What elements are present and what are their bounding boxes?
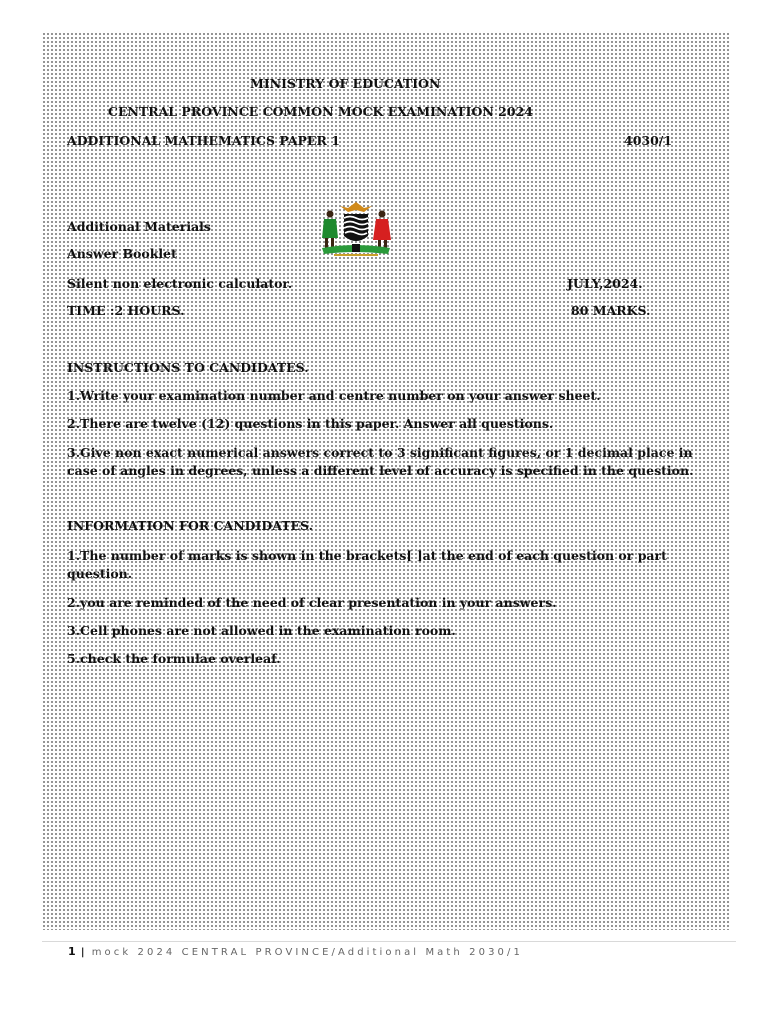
page-footer (68, 945, 523, 958)
ministry-title: MINISTRY OF EDUCATION (250, 76, 441, 91)
instruction-item: 2.There are twelve (12) questions in this paper. Answer all questions. (67, 416, 554, 431)
materials-item-calculator: Silent non electronic calculator. (67, 276, 293, 291)
footer-text: mock 2024 CENTRAL PROVINCE/Additional Math 2030/1 (91, 947, 523, 958)
instruction-item: 1.Write your examination number and centre number on your answer sheet. (67, 388, 601, 403)
paper-title: ADDITIONAL MATHEMATICS PAPER 1 (67, 133, 340, 148)
additional-materials-label: Additional Materials (67, 219, 211, 234)
footer-divider (42, 941, 736, 942)
paper-code: 4030/1 (624, 133, 673, 148)
total-marks: 80 MARKS. (571, 303, 651, 318)
instruction-item: 3.Give non exact numerical answers correct to 3 significant figures, or 1 decimal place in case of angles in degrees, unless a different level of accuracy is specified in the question. (67, 445, 694, 478)
exam-date: JULY,2024. (567, 276, 643, 291)
information-item: 2.you are reminded of the need of clear presentation in your answers. (67, 595, 557, 610)
information-heading: INFORMATION FOR CANDIDATES. (67, 518, 313, 533)
exam-time: TIME :2 HOURS. (67, 303, 185, 318)
instructions-heading: INSTRUCTIONS TO CANDIDATES. (67, 360, 309, 375)
information-item: 1.The number of marks is shown in the brackets[ ]at the end of each question or part question. (67, 548, 667, 581)
page-background (42, 32, 730, 930)
coat-of-arms-icon (318, 200, 394, 262)
information-item: 3.Cell phones are not allowed in the examination room. (67, 623, 456, 638)
footer-separator: | (80, 947, 85, 958)
materials-item-booklet: Answer Booklet (67, 246, 177, 261)
exam-title: CENTRAL PROVINCE COMMON MOCK EXAMINATION 2024 (108, 104, 533, 119)
information-item: 5.check the formulae overleaf. (67, 651, 281, 666)
page-number: 1 (68, 945, 76, 958)
